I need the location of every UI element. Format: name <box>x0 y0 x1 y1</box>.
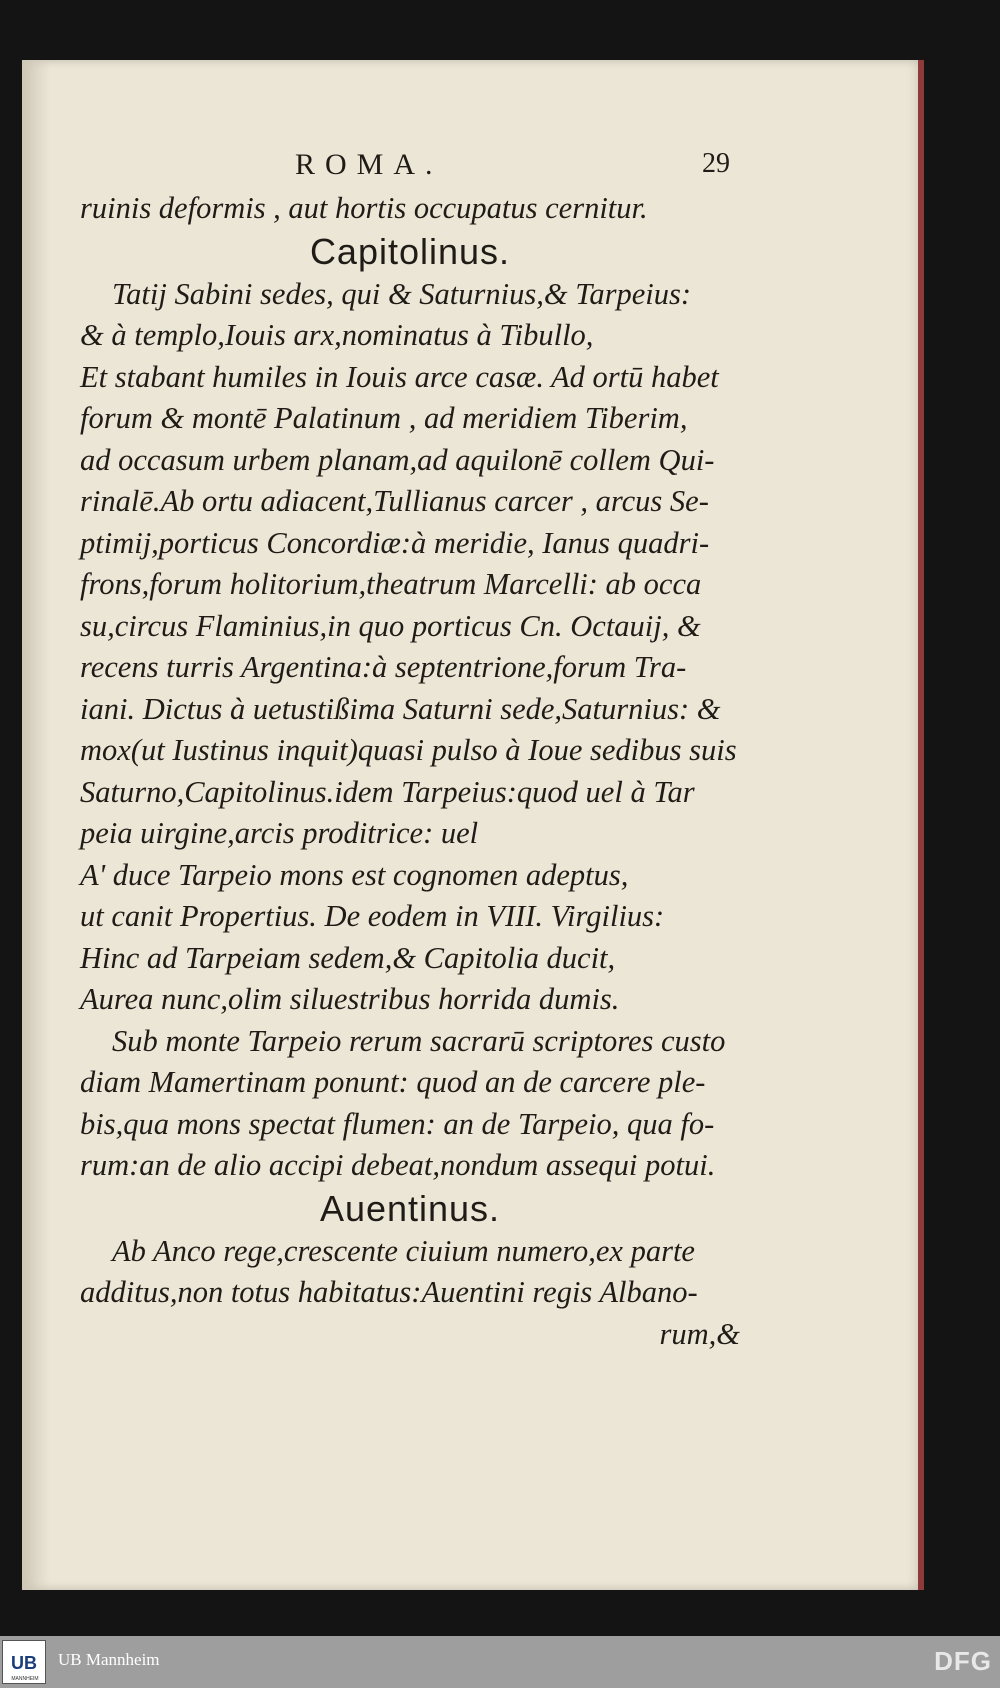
gutter-shadow <box>22 60 50 1590</box>
text-line: ad occasum urbem planam,ad aquilonē collem Qui- <box>80 442 715 477</box>
running-head: ROMA. <box>295 148 443 181</box>
text-line: diam Mamertinam ponunt: quod an de carcere ple- <box>80 1065 706 1099</box>
catchword: rum,& <box>659 1316 740 1351</box>
text-line: recens turris Argentina:à septentrione,forum Tra- <box>80 650 687 684</box>
ub-logo-icon[interactable] <box>2 1640 46 1684</box>
text-line: bis,qua mons spectat flumen: an de Tarpeio, qua fo- <box>80 1106 715 1141</box>
text-line: peia uirgine,arcis proditrice: uel <box>80 816 479 850</box>
text-line: mox(ut Iustinus inquit)quasi pulso à Ioue sedibus suis <box>80 733 737 767</box>
page-edge <box>918 60 924 1590</box>
verse-line: Aurea nunc,olim siluestribus horrida dumis. <box>80 982 620 1016</box>
text-line: Et stabant humiles in Iouis arce casæ. Ad ortū habet <box>80 359 719 394</box>
logo-subtext: MANNHEIM <box>11 1676 39 1682</box>
text-line: ptimij,porticus Concordiæ:à meridie, Ianus quadri- <box>80 525 710 560</box>
text-line: & à templo,Iouis arx,nominatus à Tibullo, <box>80 318 594 352</box>
page-header <box>80 148 740 188</box>
text-line: frons,forum holitorium,theatrum Marcelli: ab occa <box>80 567 702 601</box>
verse-line: Hinc ad Tarpeiam sedem,& Capitolia ducit, <box>80 940 616 975</box>
dfg-logo-icon[interactable]: DFG <box>934 1646 992 1676</box>
text-line: su,circus Flaminius,in quo porticus Cn. Octauij, & <box>80 608 701 643</box>
verse-line: A' duce Tarpeio mons est cognomen adeptus, <box>80 857 629 892</box>
page-number: 29 <box>702 148 730 179</box>
text-line: Sub monte Tarpeio rerum sacrarū scriptores custo <box>112 1023 726 1058</box>
library-name[interactable]: UB Mannheim <box>58 1650 160 1669</box>
text-line: Ab Anco rege,crescente ciuium numero,ex parte <box>112 1233 695 1268</box>
text-line: rinalē.Ab ortu adiacent,Tullianus carcer , arcus Se- <box>80 484 709 518</box>
text-line: Saturno,Capitolinus.idem Tarpeius:quod uel à Tar <box>80 774 695 809</box>
viewer-footer <box>0 1636 1000 1688</box>
section-heading-auentinus: Auentinus. <box>319 1187 501 1229</box>
text-line: iani. Dictus à uetustißima Saturni sede,Saturnius: & <box>80 691 721 726</box>
text-line: additus,non totus habitatus:Auentini regis Albano- <box>80 1275 698 1309</box>
text-line: forum & montē Palatinum , ad meridiem Tiberim, <box>80 401 688 435</box>
text-line: rum:an de alio accipi debeat,nondum assequi potui. <box>80 1148 716 1182</box>
page-text <box>80 148 740 1355</box>
logo-text: UB <box>11 1653 37 1673</box>
text-line: Tatij Sabini sedes, qui & Saturnius,& Tarpeius: <box>112 276 692 311</box>
text-line: ruinis deformis , aut hortis occupatus cernitur. <box>80 191 648 225</box>
text-line: ut canit Propertius. De eodem in VIII. Virgilius: <box>80 899 665 933</box>
section-heading-capitolinus: Capitolinus. <box>309 230 511 272</box>
